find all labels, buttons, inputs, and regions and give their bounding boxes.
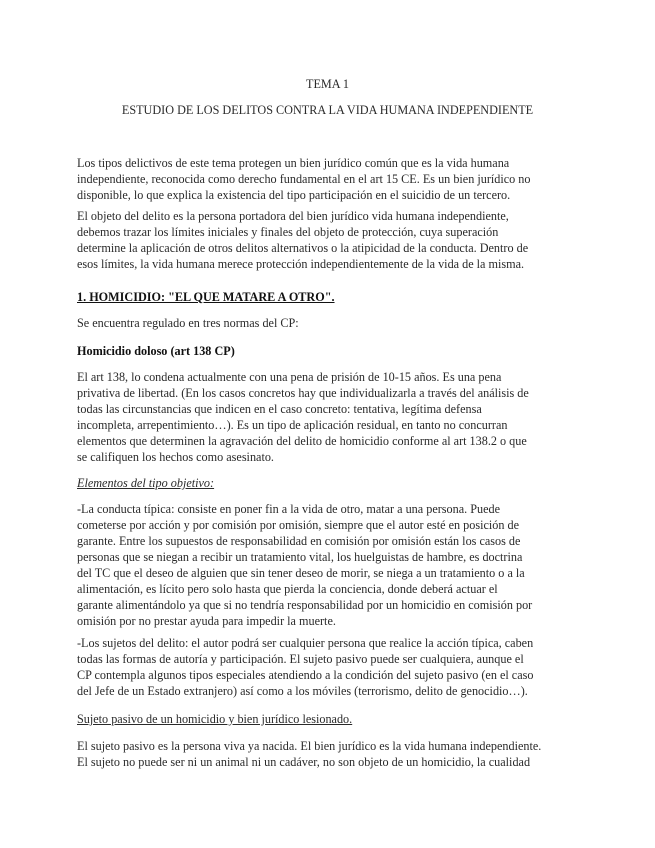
text-line: -La conducta típica: consiste en poner fin a la vida de otro, matar a una persona. Puede bbox=[77, 502, 501, 516]
conducta-tipica-paragraph bbox=[77, 501, 532, 629]
sujeto-pasivo-paragraph bbox=[77, 738, 541, 770]
text-line: del Jefe de un Estado extranjero) así como a los móviles (terrorismo, delito de genocidio…). bbox=[77, 684, 528, 698]
art-138-paragraph bbox=[77, 369, 529, 465]
text-line: Se encuentra regulado en tres normas del CP: bbox=[77, 316, 299, 330]
text-line: Homicidio doloso (art 138 CP) bbox=[77, 344, 235, 358]
text-line: independiente, reconocida como derecho fundamental en el art 15 CE. Es un bien jurídico no bbox=[77, 172, 531, 186]
text-line: garante. Entre los supuestos de responsabilidad en comisión por omisión están los casos de bbox=[77, 534, 521, 548]
text-line: garante alimentándolo ya que si no tendría responsabilidad por un homicidio en comisión por bbox=[77, 598, 533, 612]
text-line: elementos que determinen la agravación del delito de homicidio conforme al art 138.2 o que bbox=[77, 434, 527, 448]
subheading-elementos-tipo-objetivo bbox=[77, 475, 214, 491]
text-line: Elementos del tipo objetivo: bbox=[77, 476, 215, 490]
document-subtitle: ESTUDIO DE LOS DELITOS CONTRA LA VIDA HUMANA INDEPENDIENTE bbox=[121, 103, 534, 117]
regulation-paragraph bbox=[77, 315, 299, 331]
text-line: CP contempla algunos tipos especiales atendiendo a la condición del sujeto pasivo (en el caso bbox=[77, 668, 534, 682]
text-line: Los tipos delictivos de este tema protegen un bien jurídico común que es la vida humana bbox=[77, 156, 510, 170]
text-line: alimentación, es lícito pero solo hasta que pierda la conciencia, donde deberá actuar el bbox=[77, 582, 498, 596]
text-line: esos límites, la vida humana merece protección independientemente de la vida de la misma. bbox=[77, 257, 525, 271]
text-line: omisión por no prestar ayuda para impedir la muerte. bbox=[77, 614, 336, 628]
text-line: cometerse por acción y por comisión por omisión, siempre que el autor esté en posición de bbox=[77, 518, 520, 532]
text-line: 1. HOMICIDIO: "EL QUE MATARE A OTRO". bbox=[77, 290, 335, 304]
document-title: TEMA 1 bbox=[306, 77, 349, 91]
intro-paragraph-2 bbox=[77, 208, 528, 272]
text-line: El objeto del delito es la persona portadora del bien jurídico vida humana independiente, bbox=[77, 209, 509, 223]
subheading-sujeto-pasivo bbox=[77, 711, 352, 727]
text-line: -Los sujetos del delito: el autor podrá ser cualquier persona que realice la acción típica, caben bbox=[77, 636, 534, 650]
text-line: privativa de libertad. (En los casos concretos hay que individualizarla a través del análisis de bbox=[77, 386, 529, 400]
text-line: disponible, lo que explica la existencia del tipo participación en el suicidio de un tercero. bbox=[77, 188, 511, 202]
text-line: se califiquen los hechos como asesinato. bbox=[77, 450, 274, 464]
intro-paragraph-1 bbox=[77, 155, 531, 203]
text-line: todas las formas de autoría y participación. El sujeto pasivo puede ser cualquiera, aunque el bbox=[77, 652, 524, 666]
text-line: personas que se niegan a recibir un tratamiento vital, los huelguistas de hambre, es doctrina bbox=[77, 550, 523, 564]
section-heading-homicidio bbox=[77, 289, 335, 305]
text-line: El sujeto pasivo es la persona viva ya nacida. El bien jurídico es la vida humana independiente. bbox=[77, 739, 542, 753]
text-line: determine la aplicación de otros delitos alternativos o la atipicidad de la conducta. Dentro de bbox=[77, 241, 529, 255]
text-line: incompleta, arrepentimiento…). Es un tipo de aplicación residual, en tanto no concurran bbox=[77, 418, 508, 432]
subheading-homicidio-doloso bbox=[77, 343, 235, 359]
text-line: todas las circunstancias que indicen en el caso concreto: tentativa, legítima defensa bbox=[77, 402, 482, 416]
text-line: El art 138, lo condena actualmente con una pena de prisión de 10-15 años. Es una pena bbox=[77, 370, 502, 384]
text-line: El sujeto no puede ser ni un animal ni un cadáver, no son objeto de un homicidio, la cualidad bbox=[77, 755, 531, 769]
text-line: Sujeto pasivo de un homicidio y bien jurídico lesionado. bbox=[77, 712, 353, 726]
text-line: debemos trazar los límites iniciales y finales del objeto de protección, cuya superación bbox=[77, 225, 499, 239]
sujetos-delito-paragraph bbox=[77, 635, 533, 699]
text-line: del TC que el deseo de alguien que sin tener deseo de morir, se niega a un tratamiento o a la bbox=[77, 566, 525, 580]
